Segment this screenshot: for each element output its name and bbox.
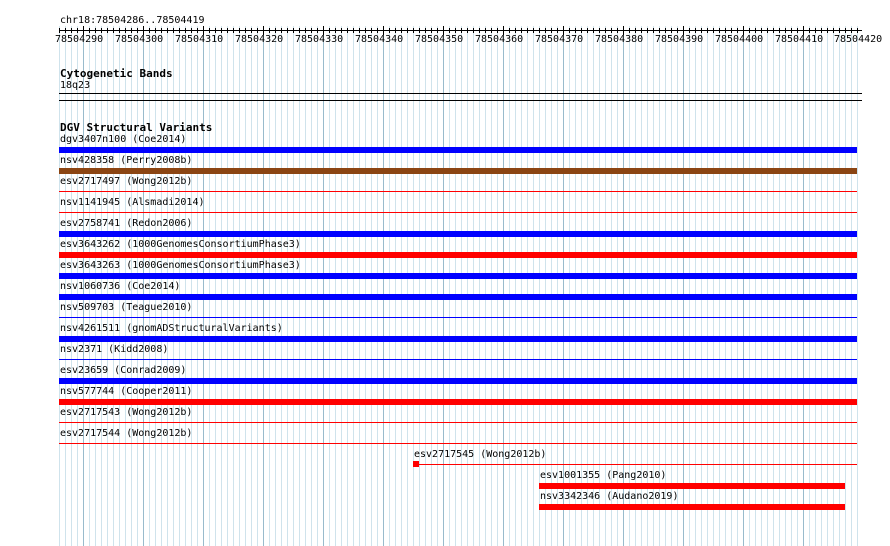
cytoband-line (59, 93, 862, 94)
feature-block[interactable] (413, 461, 419, 467)
feature-line[interactable] (59, 191, 857, 192)
feature-bar[interactable] (59, 336, 857, 342)
feature-line[interactable] (413, 464, 857, 465)
ruler-tick-label: 78504340 (355, 34, 404, 45)
feature-line[interactable] (59, 212, 857, 213)
feature-bar[interactable] (59, 294, 857, 300)
feature-line[interactable] (59, 422, 857, 423)
feature-label: esv2717545 (Wong2012b) (414, 449, 547, 460)
feature-label: nsv2371 (Kidd2008) (60, 344, 169, 355)
ruler-tick-label: 78504380 (595, 34, 644, 45)
track-title-cytoband: Cytogenetic Bands (60, 67, 173, 80)
feature-label: esv23659 (Conrad2009) (60, 365, 187, 376)
feature-bar[interactable] (59, 273, 857, 279)
track-separator (59, 100, 862, 101)
feature-label: nsv428358 (Perry2008b) (60, 155, 193, 166)
feature-label: esv1001355 (Pang2010) (540, 470, 667, 481)
feature-label: esv3643263 (1000GenomesConsortiumPhase3) (60, 260, 301, 271)
feature-bar[interactable] (539, 504, 845, 510)
feature-bar[interactable] (59, 378, 857, 384)
feature-label: esv2758741 (Redon2006) (60, 218, 193, 229)
feature-bar[interactable] (539, 483, 845, 489)
ruler-tick-label: 78504290 (55, 34, 104, 45)
feature-label: nsv1060736 (Coe2014) (60, 281, 181, 292)
feature-label: esv2717544 (Wong2012b) (60, 428, 193, 439)
locus-label: chr18:78504286..78504419 (60, 15, 205, 26)
ruler-tick-label: 78504390 (655, 34, 704, 45)
feature-label: nsv577744 (Cooper2011) (60, 386, 193, 397)
feature-label: nsv4261511 (gnomADStructuralVariants) (60, 323, 283, 334)
feature-bar[interactable] (59, 147, 857, 153)
ruler-tick-label: 78504320 (235, 34, 284, 45)
feature-bar[interactable] (59, 231, 857, 237)
feature-line[interactable] (59, 359, 857, 360)
ruler-tick-label: 78504410 (775, 34, 824, 45)
feature-line[interactable] (59, 317, 857, 318)
ruler-tick-label: 78504300 (115, 34, 164, 45)
feature-bar[interactable] (59, 252, 857, 258)
ruler-tick-label: 78504310 (175, 34, 224, 45)
ruler-tick-label: 78504360 (475, 34, 524, 45)
feature-bar[interactable] (59, 399, 857, 405)
feature-label: esv2717497 (Wong2012b) (60, 176, 193, 187)
feature-label: nsv509703 (Teague2010) (60, 302, 193, 313)
feature-label: nsv1141945 (Alsmadi2014) (60, 197, 205, 208)
ruler-tick-label: 78504420 (834, 34, 883, 45)
feature-label: esv2717543 (Wong2012b) (60, 407, 193, 418)
feature-label: dgv3407n100 (Coe2014) (60, 134, 187, 145)
ruler-tick-label: 78504350 (415, 34, 464, 45)
track-title-dgv: DGV Structural Variants (60, 121, 213, 134)
ruler-tick-label: 78504330 (295, 34, 344, 45)
feature-line[interactable] (59, 443, 857, 444)
feature-label: nsv3342346 (Audano2019) (540, 491, 679, 502)
ruler-tick-label: 78504400 (715, 34, 764, 45)
feature-label: esv3643262 (1000GenomesConsortiumPhase3) (60, 239, 301, 250)
feature-bar[interactable] (59, 168, 857, 174)
cytoband-label: 18q23 (60, 80, 91, 91)
ruler-tick-label: 78504370 (535, 34, 584, 45)
